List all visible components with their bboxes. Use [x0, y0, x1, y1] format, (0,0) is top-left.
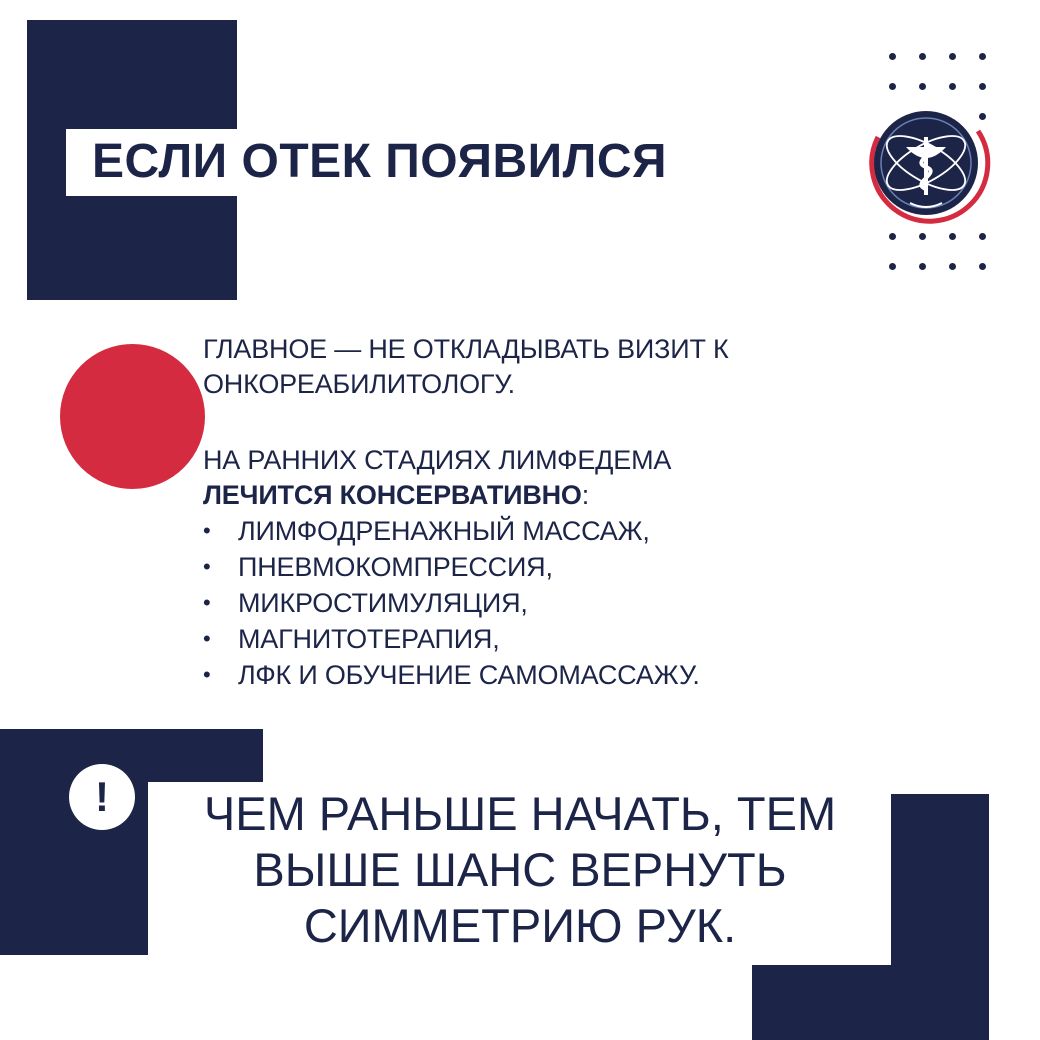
decorative-dot [919, 83, 926, 90]
page-title: ЕСЛИ ОТЕК ПОЯВИЛСЯ [92, 135, 668, 188]
callout-text: ЧЕМ РАНЬШЕ НАЧАТЬ, ТЕМ ВЫШЕ ШАНС ВЕРНУТЬ СИММЕТРИЮ РУК. [203, 787, 837, 952]
decorative-dot [949, 83, 956, 90]
decorative-dot [949, 233, 956, 240]
list-item: • МИКРОСТИМУЛЯЦИЯ, [203, 585, 863, 621]
decorative-dot [919, 233, 926, 240]
early-stage-bold: ЛЕЧИТСЯ КОНСЕРВАТИВНО [203, 480, 582, 510]
decorative-dot [889, 53, 896, 60]
list-item: • ПНЕВМОКОМПРЕССИЯ, [203, 549, 863, 585]
spacer [203, 402, 863, 443]
early-stage-text [203, 443, 863, 513]
intro-text: ГЛАВНОЕ — НЕ ОТКЛАДЫВАТЬ ВИЗИТ К ОНКОРЕАБИЛИТОЛОГУ. [203, 334, 729, 399]
decorative-dot [919, 263, 926, 270]
red-accent-circle [60, 344, 205, 489]
decorative-dot [949, 263, 956, 270]
decorative-dot [919, 53, 926, 60]
list-item: • ЛИМФОДРЕНАЖНЫЙ МАССАЖ, [203, 513, 863, 549]
medical-caduceus-emblem-icon [858, 95, 994, 231]
decorative-dot [979, 83, 986, 90]
decorative-dot [949, 53, 956, 60]
main-content [203, 332, 863, 693]
list-item: • МАГНИТОТЕРАПИЯ, [203, 621, 863, 657]
decorative-dot [979, 233, 986, 240]
decorative-dot [889, 263, 896, 270]
decorative-dot [889, 233, 896, 240]
exclamation-icon: ! [69, 764, 135, 830]
decorative-dot [979, 53, 986, 60]
early-stage-suffix: : [581, 480, 590, 510]
early-stage-lead: НА РАННИХ СТАДИЯХ ЛИМФЕДЕМА [203, 445, 672, 475]
treatment-methods-list [203, 513, 863, 693]
decorative-dot [979, 263, 986, 270]
decorative-dot [889, 83, 896, 90]
list-item: • ЛФК И ОБУЧЕНИЕ САМОМАССАЖУ. [203, 657, 863, 693]
